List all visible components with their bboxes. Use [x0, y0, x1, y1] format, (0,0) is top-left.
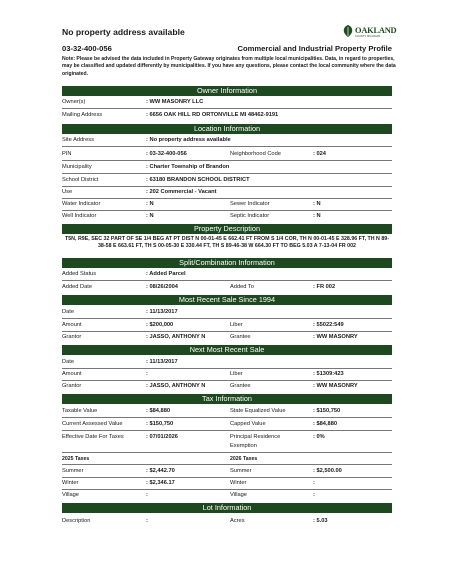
row-divider	[62, 160, 392, 161]
sale2-amount-value: :	[146, 371, 148, 377]
address-status-heading: No property address available	[62, 27, 185, 37]
effective-date-value: : 07/01/2026	[146, 434, 178, 440]
mailing-address-label: Mailing Address	[62, 112, 103, 118]
capped-value-label: Capped Value	[230, 421, 266, 427]
sewer-indicator-label: Sewer Indicator	[230, 201, 270, 207]
sale2-amount-label: Amount	[62, 371, 82, 377]
row-divider	[62, 198, 392, 199]
site-address-value: : No property address available	[146, 137, 231, 143]
school-district-value: : 63180 BRANDON SCHOOL DISTRICT	[146, 177, 250, 183]
summer-2026-value: : $2,500.00	[313, 468, 342, 474]
village-2026-label: Village	[230, 492, 247, 498]
municipality-value: : Charter Township of Brandon	[146, 164, 230, 170]
row-divider	[62, 173, 392, 174]
sale-amount-value: : $200,000	[146, 322, 174, 328]
tax-information-header: Tax Information	[62, 394, 392, 404]
septic-indicator-value: : N	[313, 213, 321, 219]
lot-description-label: Description	[62, 518, 91, 524]
pin-value: : 03-32-400-056	[146, 151, 187, 157]
sale-grantor-value: : JASSO, ANTHONY N	[146, 334, 206, 340]
pin-heading: 03-32-400-056	[62, 44, 112, 53]
principal-residence-label-line2: Exemption	[230, 443, 257, 449]
most-recent-sale-header: Most Recent Sale Since 1994	[62, 295, 392, 305]
document-title: Commercial and Industrial Property Profile	[237, 44, 392, 53]
village-2025-value: :	[146, 492, 148, 498]
sale-date-label: Date	[62, 309, 75, 315]
capped-value: : $84,880	[313, 421, 338, 427]
added-status-value: : Added Parcel	[146, 271, 186, 277]
oakland-county-logo	[342, 23, 400, 43]
well-indicator-label: Well Indicator	[62, 213, 97, 219]
site-address-label: Site Address	[62, 137, 94, 143]
owner-value: : WW MASONRY LLC	[146, 99, 204, 105]
winter-2025-label: Winter	[62, 480, 79, 486]
use-label: Use	[62, 189, 73, 195]
summer-2025-value: : $2,442.70	[146, 468, 175, 474]
row-divider	[62, 318, 392, 319]
acres-value: : 5.03	[313, 518, 328, 524]
sale-date-value: : 11/13/2017	[146, 309, 178, 315]
row-divider	[62, 380, 392, 381]
mailing-address-value: : 6656 OAK HILL RD ORTONVILLE MI 48462-9191	[146, 112, 279, 118]
added-to-label: Added To	[230, 284, 254, 290]
row-divider	[62, 368, 392, 369]
legal-description: T5N, R9E, SEC 32 PART OF SE 1/4 BEG AT PT DIST N 00-01-45 E 662.41 FT FROM S 1/4 COR, TH N 00-01-45 E 328.96 FT, TH N 89-38-58 E 663.61 FT, TH S 00-05-30 E 330.44 FT, TH S 89-46-38 W 664.30 FT TO BEG 5.03 A 7-13-04 FR 002	[65, 236, 389, 249]
data-disclaimer-note: Note: Please be advised the data included in Property Gateway originates from multiple local municipalities. Data, in regard to properties, may be classified and updated differently by municipalities. If you have any questions, please contact the local community where the data originated.	[62, 56, 396, 77]
added-date-label: Added Date	[62, 284, 93, 290]
sale2-grantor-value: : JASSO, ANTHONY N	[146, 383, 206, 389]
owner-information-header: Owner Information	[62, 86, 392, 96]
row-divider	[62, 108, 392, 109]
summer-2025-label: Summer	[62, 468, 84, 474]
lot-description-value: :	[146, 518, 148, 524]
row-divider	[62, 452, 392, 453]
winter-2026-value: :	[313, 480, 315, 486]
current-assessed-value: : $150,750	[146, 421, 174, 427]
sale2-date-label: Date	[62, 359, 75, 365]
septic-indicator-label: Septic Indicator	[230, 213, 270, 219]
sev-value: : $150,750	[313, 408, 341, 414]
location-information-header: Location Information	[62, 124, 392, 134]
sewer-indicator-value: : N	[313, 201, 321, 207]
winter-2026-label: Winter	[230, 480, 247, 486]
pin-label: PIN	[62, 151, 72, 157]
row-divider	[62, 210, 392, 211]
taxable-value: : $84,880	[146, 408, 171, 414]
well-indicator-value: : N	[146, 213, 154, 219]
added-date-value: : 08/26/2004	[146, 284, 178, 290]
owner-label: Owner(s)	[62, 99, 86, 105]
acres-label: Acres	[230, 518, 245, 524]
logo-subtitle: COUNTY MICHIGAN	[355, 35, 381, 38]
sale2-liber-value: : 51309:423	[313, 371, 344, 377]
logo-wordmark: OAKLAND	[355, 26, 397, 35]
sale-liber-value: : 55022:549	[313, 322, 344, 328]
sale-grantor-label: Grantor	[62, 334, 82, 340]
taxes-2025-heading: 2025 Taxes	[62, 456, 90, 462]
sale-liber-label: Liber	[230, 322, 243, 328]
water-indicator-value: : N	[146, 201, 154, 207]
sale2-date-value: : 11/13/2017	[146, 359, 178, 365]
added-to-value: : FR 002	[313, 284, 336, 290]
sale2-grantee-value: : WW MASONRY	[313, 383, 358, 389]
row-divider	[62, 146, 392, 147]
lot-information-header: Lot Information	[62, 503, 392, 513]
sale2-grantee-label: Grantee	[230, 383, 251, 389]
taxes-2026-heading: 2026 Taxes	[230, 456, 258, 462]
neighborhood-code-label: Neighborhood Code	[230, 151, 281, 157]
added-status-label: Added Status	[62, 271, 97, 277]
current-assessed-label: Current Assessed Value	[62, 421, 123, 427]
taxable-value-label: Taxable Value	[62, 408, 98, 414]
neighborhood-code-value: : 024	[313, 151, 326, 157]
principal-residence-value: : 0%	[313, 434, 325, 440]
village-2025-label: Village	[62, 492, 79, 498]
winter-2025-value: : $2,346.17	[146, 480, 175, 486]
effective-date-label: Effective Date For Taxes	[62, 434, 124, 440]
village-2026-value: :	[313, 492, 315, 498]
sale2-liber-label: Liber	[230, 371, 243, 377]
split-combination-header: Split/Combination Information	[62, 258, 392, 268]
row-divider	[62, 186, 392, 187]
row-divider	[62, 417, 392, 418]
row-divider	[62, 477, 392, 478]
principal-residence-label: Principal Residence	[230, 434, 281, 440]
school-district-label: School District	[62, 177, 99, 183]
property-description-header: Property Description	[62, 224, 392, 234]
oak-leaf-icon	[342, 24, 354, 38]
sale-grantee-label: Grantee	[230, 334, 251, 340]
sale-grantee-value: : WW MASONRY	[313, 334, 358, 340]
sev-label: State Equalized Value	[230, 408, 286, 414]
sale2-grantor-label: Grantor	[62, 383, 82, 389]
water-indicator-label: Water Indicator	[62, 201, 101, 207]
municipality-label: Municipality	[62, 164, 92, 170]
row-divider	[62, 464, 392, 465]
use-value: : 202 Commercial - Vacant	[146, 189, 217, 195]
row-divider	[62, 280, 392, 281]
row-divider	[62, 489, 392, 490]
sale-amount-label: Amount	[62, 322, 82, 328]
next-recent-sale-header: Next Most Recent Sale	[62, 345, 392, 355]
row-divider	[62, 430, 392, 431]
row-divider	[62, 331, 392, 332]
summer-2026-label: Summer	[230, 468, 252, 474]
